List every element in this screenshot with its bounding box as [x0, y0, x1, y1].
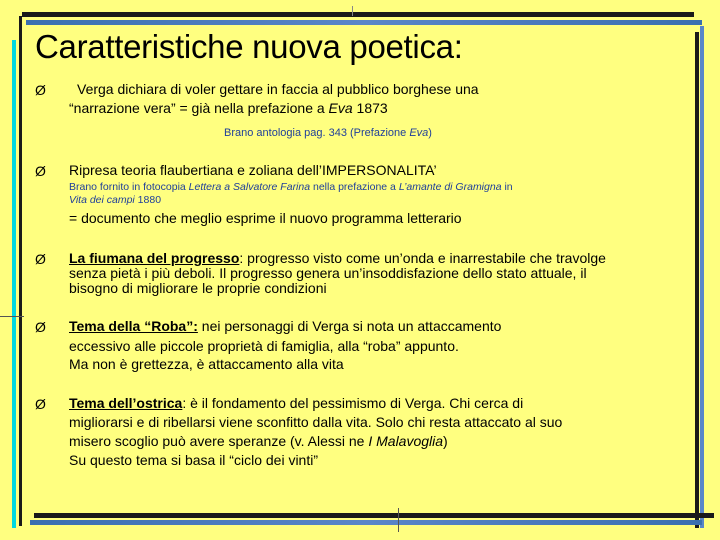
bullet-arrow-icon: Ø	[35, 251, 46, 267]
bullet-1-line-1: Verga dichiara di voler gettare in faccia al pubblico borghese una	[77, 81, 479, 97]
bullet-1-note-eva: Eva	[409, 127, 429, 139]
bullet-3-line-2: senza pietà i più deboli. Il progresso genera un’insoddisfazione dello stato attuale, il	[69, 265, 587, 281]
bullet-3-line-1-rest: : progresso visto come un’onda e inarrestabile che travolge	[239, 250, 606, 266]
bullet-5-line-1	[69, 396, 523, 412]
bullet-2-line-1	[69, 163, 437, 179]
slide-title: Caratteristiche nuova poetica:	[35, 28, 463, 65]
bullet-1-note	[224, 127, 432, 139]
frame-line-bottom-blue	[30, 520, 702, 525]
bullet-2-note-line-2	[69, 194, 161, 206]
bullet-4-line-2: eccessivo alle piccole proprietà di famiglia, alla “roba” appunto.	[69, 338, 459, 354]
bullet-4-line-1	[69, 319, 501, 335]
frame-line-left	[19, 16, 22, 526]
bullet-5-line-3	[69, 434, 448, 450]
bullet-5-heading: Tema dell’ostrica	[69, 395, 183, 411]
note-text-a: Brano fornito in fotocopia	[69, 181, 189, 193]
bullet-1-line-2	[69, 101, 388, 117]
bullet-arrow-icon: Ø	[35, 396, 46, 412]
frame-tick-left	[0, 316, 24, 317]
bullet-1-year: 1873	[352, 100, 388, 116]
bullet-arrow-icon: Ø	[35, 82, 46, 98]
bullet-4-line-3: Ma non è grettezza, è attaccamento alla vita	[69, 356, 344, 372]
frame-line-right	[695, 32, 699, 528]
bullet-5-line-2: migliorarsi e di ribellarsi viene sconfitto dalla vita. Solo chi resta attaccato al suo	[69, 414, 563, 430]
bullet-5-line-3-text: misero scoglio può avere speranze (v. Alessi ne	[69, 433, 369, 449]
note-title-lettera: Lettera a Salvatore Farina	[188, 181, 311, 193]
bullet-arrow-icon: Ø	[35, 163, 46, 179]
bullet-1-note-close: )	[428, 127, 432, 139]
bullet-2-line-3: = documento che meglio esprime il nuovo programma letterario	[69, 210, 462, 226]
frame-line-bottom	[34, 513, 714, 518]
frame-tick-bottom	[398, 508, 399, 532]
bullet-1-eva: Eva	[328, 100, 353, 116]
bullet-4-line-1-rest: nei personaggi di Verga si nota un attaccamento	[197, 318, 502, 334]
frame-line-top	[22, 12, 694, 17]
bullet-3-line-3: bisogno di migliorare le proprie condizioni	[69, 280, 327, 296]
note-year: 1880	[134, 194, 162, 206]
note-text-c: in	[501, 181, 513, 193]
note-title-vita: Vita dei campi	[69, 194, 135, 206]
frame-line-left-cyan	[12, 40, 16, 528]
bullet-5-line-1-rest: : è il fondamento del pessimismo di Verga. Chi cerca di	[182, 395, 524, 411]
bullet-4-heading: Tema della “Roba”:	[69, 318, 198, 334]
frame-line-right-blue	[700, 26, 704, 528]
bullet-arrow-icon: Ø	[35, 319, 46, 335]
bullet-1-note-text: Brano antologia pag. 343 (Prefazione	[224, 127, 410, 139]
note-title-amante: L’amante di Gramigna	[398, 181, 502, 193]
bullet-2-note-line-1	[69, 181, 513, 193]
bullet-2-text: Ripresa teoria flaubertiana e zoliana dell’	[69, 162, 322, 178]
frame-tick-top	[352, 6, 353, 16]
bullet-1-line-2-text: “narrazione vera” = già nella prefazione a	[69, 100, 329, 116]
bullet-5-malavoglia: I Malavoglia	[368, 433, 444, 449]
bullet-3-heading: La fiumana del progresso	[69, 250, 240, 266]
frame-line-top-blue	[26, 20, 702, 25]
bullet-5-line-4: Su questo tema si basa il “ciclo dei vinti”	[69, 452, 318, 468]
bullet-5-close: )	[443, 433, 448, 449]
bullet-2-impersonalita: IMPERSONALITA’	[321, 162, 437, 178]
note-text-b: nella prefazione a	[310, 181, 399, 193]
